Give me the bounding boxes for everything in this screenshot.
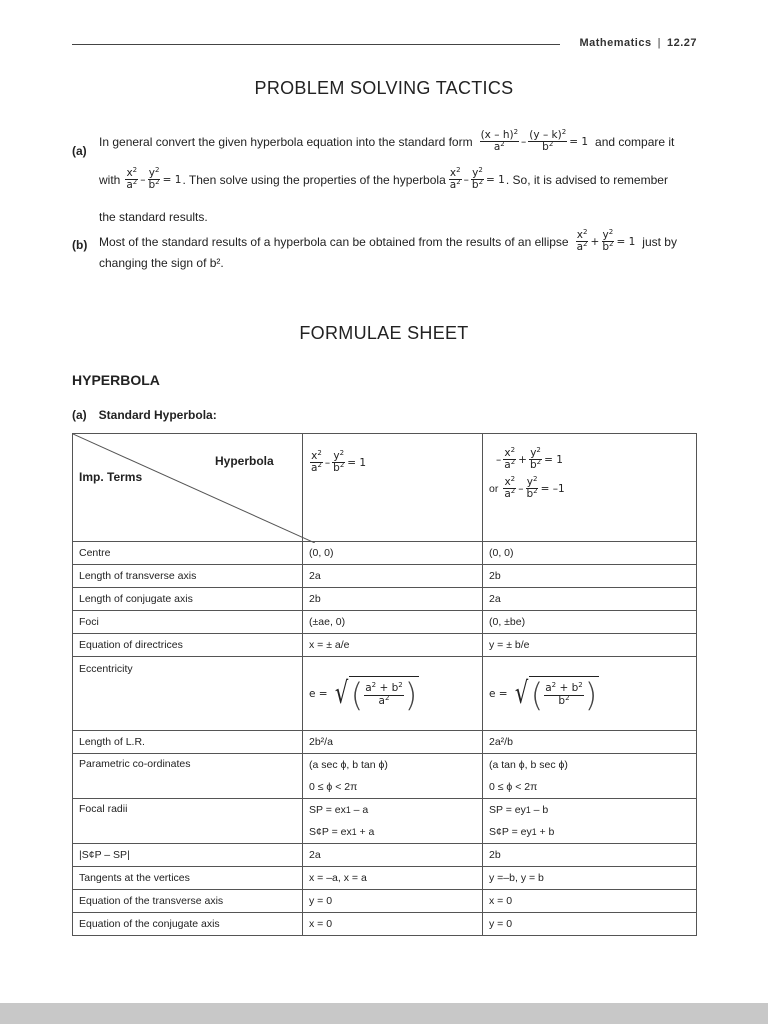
- hyperbola-equation: $\frac{x^2}{a^2}$ – $\frac{y^2}{b^2}$ = 1: [126, 166, 182, 192]
- tactic-a-text-3: with: [99, 172, 121, 187]
- hyperbola-equation: $\frac{x^2}{a^2}$ – $\frac{y^2}{b^2}$ = 1: [449, 166, 505, 192]
- header-rule: [72, 44, 560, 45]
- focal-radius-formula: SP = ex 1 – a: [309, 804, 369, 816]
- standard-form-equation: $\frac{(x - h)^2}{a^2}$ – $\frac{(y - k)^2}{b^2}$ = 1: [480, 128, 589, 154]
- value-cell: 2a²/b: [483, 731, 697, 754]
- footer-bar: [0, 1003, 768, 1024]
- value-cell: 2a: [303, 844, 483, 867]
- value-cell: y = 0: [303, 890, 483, 913]
- tactic-a: [72, 122, 698, 232]
- term-cell: Centre: [73, 542, 303, 565]
- or-text: or: [489, 482, 499, 495]
- term-cell: Focal radii: [73, 799, 303, 844]
- value-cell: (0, 0): [303, 542, 483, 565]
- eccentricity-formula: e = √ ( $\frac{a^2 + b^2}{b^2}$ ): [489, 675, 598, 714]
- term-cell: Parametric co-ordinates: [73, 754, 303, 799]
- eccentricity-prefix: e =: [489, 687, 508, 700]
- standard-hyperbola-equation: $\frac{x^2}{a^2}$ – $\frac{y^2}{b^2}$ = 1: [311, 449, 367, 475]
- table-row: [73, 611, 697, 634]
- tactic-a-text-5: . So, it is advised to remember: [505, 172, 668, 187]
- header-terms-label: Imp. Terms: [79, 470, 143, 484]
- table-row: [73, 913, 697, 936]
- tactic-a-line-1: [99, 130, 674, 153]
- header-subject: Mathematics: [579, 37, 652, 49]
- value-cell: 2a: [483, 588, 697, 611]
- term-cell: Eccentricity: [73, 657, 303, 731]
- term-cell: Equation of the transverse axis: [73, 890, 303, 913]
- term-cell: Equation of directrices: [73, 634, 303, 657]
- term-cell: Tangents at the vertices: [73, 867, 303, 890]
- term-cell: Foci: [73, 611, 303, 634]
- diagonal-divider: [73, 434, 315, 543]
- value-cell: [483, 754, 697, 799]
- tactic-b-text-2: just by: [642, 234, 677, 249]
- section-heading: HYPERBOLA: [72, 372, 160, 388]
- tactic-b-text-1: Most of the standard results of a hyperbola can be obtained from the results of an ellipse: [99, 234, 569, 249]
- table-row: [73, 542, 697, 565]
- subsection-label: (a): [72, 408, 87, 422]
- value-cell: x = ± a/e: [303, 634, 483, 657]
- value-cell: x = 0: [303, 913, 483, 936]
- header-equation-conjugate: [483, 434, 697, 542]
- value-cell: (0, ±be): [483, 611, 697, 634]
- tactic-b: [72, 228, 698, 272]
- table-row-focal-radii: [73, 799, 697, 844]
- value-cell: y =–b, y = b: [483, 867, 697, 890]
- table-row-eccentricity: [73, 657, 697, 731]
- tactic-a-label: (a): [72, 144, 87, 158]
- tactic-a-text-1: In general convert the given hyperbola equation into the standard form: [99, 134, 473, 149]
- parametric-point: (a tan ϕ, b sec ϕ): [489, 759, 568, 771]
- header-separator: |: [657, 37, 661, 49]
- header-equation-standard: [303, 434, 483, 542]
- parametric-point: (a sec ϕ, b tan ϕ): [309, 759, 388, 771]
- value-cell: 2b: [483, 565, 697, 588]
- value-cell: x = 0: [483, 890, 697, 913]
- tactic-a-text-2: and compare it: [595, 134, 675, 149]
- value-cell: 2b: [303, 588, 483, 611]
- parametric-range: 0 ≤ ϕ < 2π: [489, 781, 538, 793]
- table-row: [73, 634, 697, 657]
- term-cell: Length of transverse axis: [73, 565, 303, 588]
- tactic-b-line-1: [99, 230, 677, 253]
- table-row: [73, 731, 697, 754]
- subsection-heading: [72, 408, 217, 422]
- ellipse-equation: $\frac{x^2}{a^2}$ + $\frac{y^2}{b^2}$ = 1: [576, 228, 636, 254]
- table-row: [73, 588, 697, 611]
- header-page-number: 12.27: [666, 37, 697, 49]
- term-cell: Equation of the conjugate axis: [73, 913, 303, 936]
- table-corner-cell: [73, 434, 303, 542]
- term-cell: Length of conjugate axis: [73, 588, 303, 611]
- value-cell: x = –a, x = a: [303, 867, 483, 890]
- eccentricity-formula: e = √ ( $\frac{a^2 + b^2}{a^2}$ ): [309, 675, 418, 714]
- eccentricity-formula-conjugate: [483, 657, 697, 731]
- value-cell: [303, 754, 483, 799]
- focal-radius-formula: SP = ey 1 – b: [489, 804, 549, 816]
- focal-radius-formula: S¢P = ey 1 + b: [489, 826, 555, 838]
- tactics-title: PROBLEM SOLVING TACTICS: [254, 78, 514, 98]
- term-cell: Length of L.R.: [73, 731, 303, 754]
- value-cell: y = 0: [483, 913, 697, 936]
- parametric-range: 0 ≤ ϕ < 2π: [309, 781, 358, 793]
- tactic-b-label: (b): [72, 238, 88, 252]
- eccentricity-formula-standard: [303, 657, 483, 731]
- table-row: [73, 565, 697, 588]
- table-header-row: [73, 434, 697, 542]
- formulae-title: FORMULAE SHEET: [299, 323, 469, 343]
- table-row-parametric: [73, 754, 697, 799]
- value-cell: (±ae, 0): [303, 611, 483, 634]
- table-row: [73, 867, 697, 890]
- tactic-a-line-2: [99, 168, 668, 191]
- table-row: [73, 890, 697, 913]
- running-header: [579, 37, 697, 49]
- tactic-b-line-2: changing the sign of b².: [99, 256, 224, 270]
- subsection-title: Standard Hyperbola:: [98, 408, 217, 422]
- value-cell: 2b: [483, 844, 697, 867]
- focal-radius-formula: S¢P = ex 1 + a: [309, 826, 375, 838]
- value-cell: [303, 799, 483, 844]
- eccentricity-prefix: e =: [309, 687, 328, 700]
- value-cell: 2b²/a: [303, 731, 483, 754]
- value-cell: (0, 0): [483, 542, 697, 565]
- value-cell: 2a: [303, 565, 483, 588]
- tactic-a-text-4: . Then solve using the properties of the hyperbola: [182, 172, 446, 187]
- conjugate-hyperbola-alt-equation: $\frac{x^2}{a^2}$ – $\frac{y^2}{b^2}$ = –1: [504, 475, 565, 501]
- table-row: [73, 844, 697, 867]
- tactic-a-line-3: the standard results.: [99, 210, 208, 224]
- term-cell: |S¢P – SP|: [73, 844, 303, 867]
- value-cell: y = ± b/e: [483, 634, 697, 657]
- header-hyperbola-label: Hyperbola: [215, 454, 274, 468]
- conjugate-hyperbola-equation: – $\frac{x^2}{a^2}$ + $\frac{y^2}{b^2}$ = 1: [496, 446, 563, 472]
- hyperbola-formula-table: [72, 433, 697, 936]
- value-cell: [483, 799, 697, 844]
